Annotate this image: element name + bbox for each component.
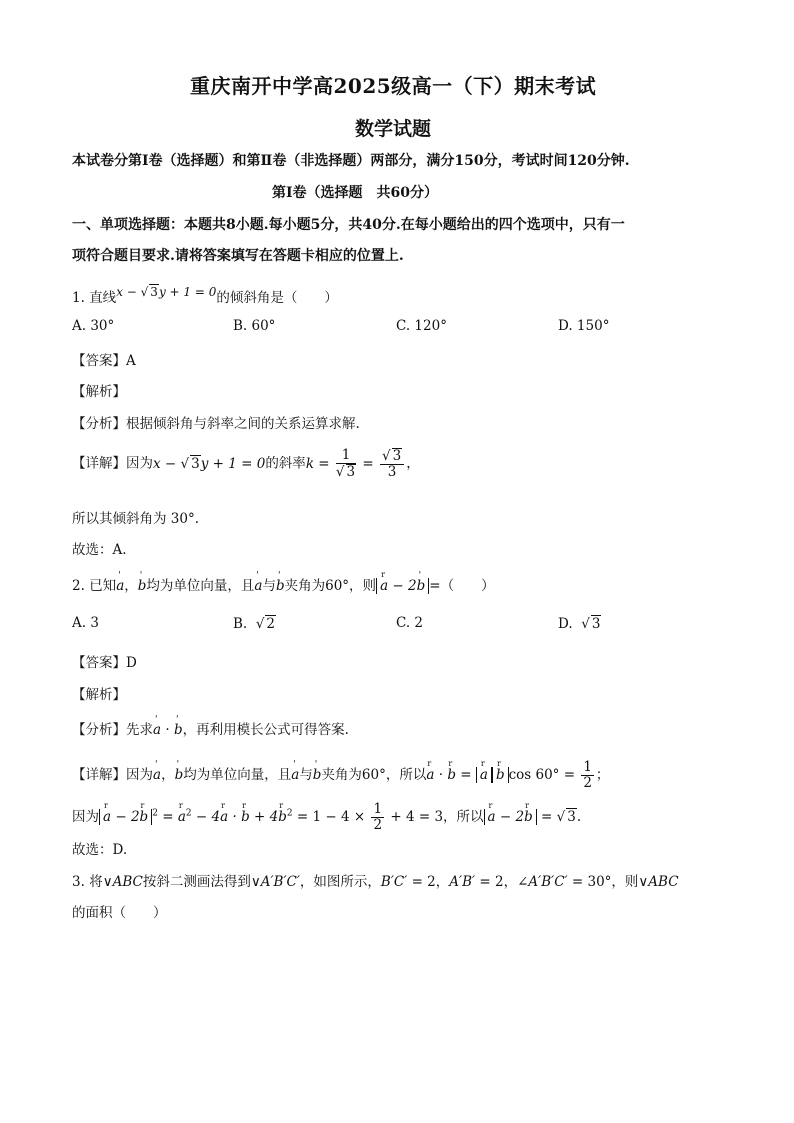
q1-option-d: D. 150° bbox=[558, 318, 610, 334]
part-heading-line1: 一、单项选择题：本题共8小题.每小题5分，共40分.在每小题给出的四个选项中，只有一 bbox=[72, 217, 625, 233]
q2-norm-expression: r a − 2' b bbox=[376, 578, 429, 594]
q2-stem-e: =（ ） bbox=[429, 578, 495, 594]
q1-option-a: A. 30° bbox=[72, 318, 115, 334]
q1-equation: x − √ 3y + 1 = 0 bbox=[153, 455, 266, 472]
q2-stem-b: 均为单位向量，且 bbox=[146, 578, 255, 594]
vector-a: ' a bbox=[254, 578, 262, 594]
page-title: 重庆南开中学高2025级高一（下）期末考试 bbox=[190, 74, 597, 98]
q1-option-b: B. 60° bbox=[233, 318, 276, 334]
q1-xiangjie-pre: 【详解】因为 bbox=[72, 455, 153, 472]
q1-conclusion: 所以其倾斜角为 30°. bbox=[72, 511, 200, 527]
q1-choice: 故选：A. bbox=[72, 542, 127, 558]
q1-slope: k = $\frac{1}{√ 3}$ = $\frac{√ 3}{3}$ bbox=[306, 456, 406, 472]
vector-b: ' b bbox=[276, 578, 285, 594]
question-2-stem: 2. 已知' a，' b均为单位向量，且' a与' b夹角为60°，则r a − 2' b =（ ） bbox=[72, 574, 495, 594]
q1-answer: 【答案】A bbox=[72, 353, 136, 369]
question-number: 3. bbox=[72, 874, 85, 890]
q2-answer: 【答案】D bbox=[72, 655, 137, 671]
q2-xiangjie-line2: 因为r a − 2r b $^2$ = r $a^2 - 4r$ a · r b + 4r $b^2 = 1 - 4$ × $\frac{1}{2}$ + 4 = 3，所以r a − 2r b = √ 3. bbox=[72, 802, 581, 833]
question-number: 2. bbox=[72, 578, 85, 594]
q1-xiangjie: 【详解】因为x − √ 3y + 1 = 0的斜率k = $\frac{1}{√ 3}$ = $\frac{√ 3}{3}$ ， bbox=[72, 447, 420, 480]
q2-stem-c: 与 bbox=[262, 578, 276, 594]
section-title: 第Ⅰ卷（选择题 共60分） bbox=[272, 185, 439, 201]
question-1-stem bbox=[72, 286, 338, 306]
q2-fenxi: 【分析】先求' a · ' b，再利用模长公式可得答案. bbox=[72, 718, 349, 738]
q2-analysis-tag: 【解析】 bbox=[72, 687, 126, 703]
q2-xiangjie: 【详解】因为' a，' b均为单位向量，且' a与' b夹角为60°，所以r a · r b = r ar b cos 60° = $\frac{1}{2}$ ； bbox=[72, 760, 609, 791]
q1-fenxi: 【分析】根据倾斜角与斜率之间的关系运算求解. bbox=[72, 416, 360, 432]
q2-option-c: C. 2 bbox=[396, 615, 424, 631]
q2-stem-d: 夹角为60°，则 bbox=[284, 578, 377, 594]
q2-choice: 故选：D. bbox=[72, 842, 128, 858]
q2-option-d: D. √ 3 bbox=[558, 616, 601, 632]
q2-option-b: B. √ 2 bbox=[233, 616, 276, 632]
vector-b: ' b bbox=[138, 578, 147, 594]
q1-xiangjie-mid: 的斜率 bbox=[265, 455, 306, 472]
question-3-stem-line2: 的面积（ ） bbox=[72, 905, 167, 921]
q2-option-a: A. 3 bbox=[72, 615, 99, 631]
q2-stem-a: 已知 bbox=[89, 578, 117, 594]
question-3-stem: 3. 将∨ABC按斜二测画法得到∨A′B′C′，如图所示，B′C′ = 2，A′B′ = 2，∠A′B′C′ = 30°，则∨ABC bbox=[72, 874, 679, 890]
q1-analysis-tag: 【解析】 bbox=[72, 384, 126, 400]
page-subtitle: 数学试题 bbox=[355, 118, 432, 140]
q1-option-c: C. 120° bbox=[396, 318, 447, 334]
part-heading-line2: 项符合题目要求.请将答案填写在答题卡相应的位置上. bbox=[72, 248, 404, 264]
exam-intro: 本试卷分第Ⅰ卷（选择题）和第Ⅱ卷（非选择题）两部分，满分150分，考试时间120分钟. bbox=[72, 153, 630, 169]
question-1-stem-post: 的倾斜角是（ ） bbox=[216, 290, 338, 306]
line-equation: x − √ 3y + 1 = 0 bbox=[116, 285, 217, 299]
question-1-stem-pre: 直线 bbox=[89, 290, 117, 306]
question-number: 1. bbox=[72, 290, 85, 306]
vector-a: ' a bbox=[116, 578, 124, 594]
